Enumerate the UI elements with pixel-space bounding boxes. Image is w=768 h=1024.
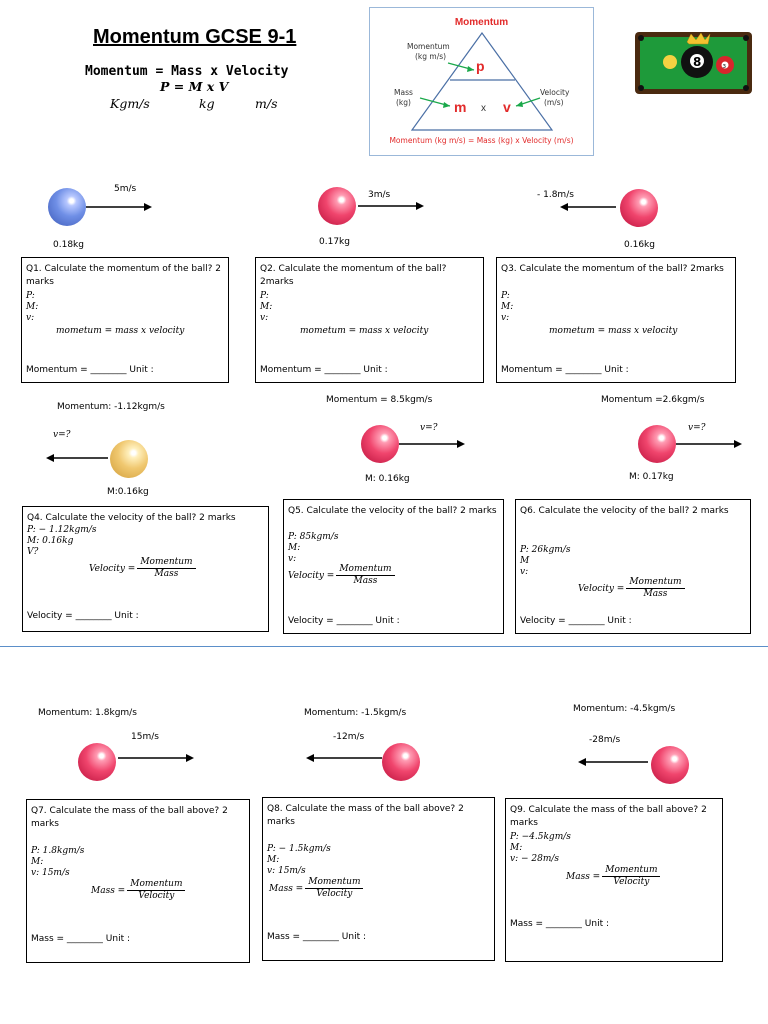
momentum-q6: Momentum =2.6kgm/s bbox=[601, 395, 705, 405]
numerator: Momentum bbox=[137, 557, 195, 569]
question-box-q6 bbox=[515, 499, 751, 634]
ball-q3 bbox=[620, 189, 658, 227]
vq-q6: v=? bbox=[688, 423, 706, 433]
given-v: v: bbox=[520, 567, 529, 577]
given-m: M: 0.16kg bbox=[27, 536, 74, 546]
momentum-q4: Momentum: -1.12kgm/s bbox=[57, 402, 165, 412]
ball-q4 bbox=[110, 440, 148, 478]
given-m: M: bbox=[288, 543, 301, 553]
pocket bbox=[638, 85, 644, 91]
given-p: P: 26kgm/s bbox=[520, 545, 571, 555]
denominator: Mass bbox=[643, 589, 668, 599]
numerator: Momentum bbox=[602, 865, 660, 877]
triangle-momentum-label: Momentum bbox=[407, 42, 450, 51]
momentum-triangle-diagram bbox=[369, 7, 594, 156]
given-p: P: − 1.5kgm/s bbox=[267, 844, 331, 854]
question-text: Q2. Calculate the momentum of the ball? 2marks bbox=[260, 264, 447, 287]
arrow-q3 bbox=[558, 200, 618, 214]
momentum-q5: Momentum = 8.5kgm/s bbox=[326, 395, 433, 405]
ball-q2 bbox=[318, 187, 356, 225]
arrow-q2 bbox=[358, 199, 428, 213]
mass-q2: 0.17kg bbox=[319, 237, 350, 247]
given-m: M: bbox=[31, 857, 44, 867]
denominator: Mass bbox=[154, 569, 179, 579]
given-m: M: bbox=[267, 855, 280, 865]
numerator: Momentum bbox=[626, 577, 684, 589]
page-title: Momentum GCSE 9-1 bbox=[93, 26, 297, 48]
equation bbox=[288, 564, 395, 587]
arrow-q9 bbox=[576, 755, 650, 769]
given-m: M bbox=[520, 556, 530, 566]
ball-q7 bbox=[78, 743, 116, 781]
answer-line[interactable]: Velocity = ________ Unit : bbox=[520, 616, 632, 626]
unit-velocity: m/s bbox=[255, 96, 278, 111]
given-v: v: bbox=[288, 554, 297, 564]
equation bbox=[578, 577, 685, 600]
answer-line[interactable]: Velocity = ________ Unit : bbox=[288, 616, 400, 626]
vq-q5: v=? bbox=[420, 423, 438, 433]
fraction bbox=[602, 865, 660, 888]
numerator: Momentum bbox=[336, 564, 394, 576]
equation-lhs: Velocity = bbox=[578, 584, 625, 594]
fraction bbox=[626, 577, 684, 600]
equation: mometum = mass x velocity bbox=[56, 326, 185, 336]
momentum-q9: Momentum: -4.5kgm/s bbox=[573, 704, 676, 714]
arrow-q6 bbox=[676, 437, 746, 451]
billiard-svg bbox=[635, 32, 752, 94]
arrowhead-mass bbox=[443, 102, 450, 108]
equation: mometum = mass x velocity bbox=[549, 326, 678, 336]
triangle-velocity-label: Velocity bbox=[540, 88, 570, 97]
mass-q5: M: 0.16kg bbox=[365, 474, 410, 484]
equation bbox=[269, 877, 363, 900]
question-text: Q1. Calculate the momentum of the ball? 2 marks bbox=[26, 264, 221, 287]
vq-q4: v=? bbox=[53, 430, 71, 440]
answer-line[interactable]: Momentum = ________ Unit : bbox=[260, 365, 388, 375]
ball-q6 bbox=[638, 425, 676, 463]
fraction bbox=[127, 879, 185, 902]
given-p: P: bbox=[501, 291, 510, 301]
arrow-q4 bbox=[44, 451, 110, 465]
question-box-q7 bbox=[26, 799, 250, 963]
ball-q9 bbox=[651, 746, 689, 784]
question-box-q1 bbox=[21, 257, 229, 383]
given-p: P: bbox=[260, 291, 269, 301]
arrowhead-velocity bbox=[516, 101, 523, 107]
given-m: M: bbox=[510, 843, 523, 853]
ball-q8 bbox=[382, 743, 420, 781]
velocity-q2: 3m/s bbox=[368, 190, 391, 200]
triangle-velocity-unit: (m/s) bbox=[544, 98, 564, 107]
triangle-p: p bbox=[476, 58, 485, 74]
given-p: P: 1.8kgm/s bbox=[31, 846, 85, 856]
answer-line[interactable]: Momentum = ________ Unit : bbox=[501, 365, 629, 375]
equation bbox=[89, 557, 196, 580]
triangle-mass-label: Mass bbox=[394, 88, 413, 97]
given-v: v: bbox=[501, 313, 510, 323]
given-v: v: bbox=[26, 313, 35, 323]
arrowhead-momentum bbox=[467, 66, 474, 72]
pocket bbox=[638, 35, 644, 41]
momentum-q8: Momentum: -1.5kgm/s bbox=[304, 708, 407, 718]
fraction bbox=[137, 557, 195, 580]
answer-line[interactable]: Velocity = ________ Unit : bbox=[27, 611, 139, 621]
question-box-q5 bbox=[283, 499, 504, 634]
numerator: Momentum bbox=[127, 879, 185, 891]
question-text: Q3. Calculate the momentum of the ball? 2marks bbox=[501, 264, 724, 274]
given-v: v: 15m/s bbox=[31, 868, 70, 878]
triangle-svg bbox=[370, 8, 595, 157]
given-v: v: bbox=[260, 313, 269, 323]
mass-q3: 0.16kg bbox=[624, 240, 655, 250]
given-p: P: 85kgm/s bbox=[288, 532, 339, 542]
denominator: Mass bbox=[353, 576, 378, 586]
question-text: Q8. Calculate the mass of the ball above? 2 marks bbox=[267, 804, 464, 827]
numerator: Momentum bbox=[305, 877, 363, 889]
equation-lhs: Velocity = bbox=[288, 571, 335, 581]
unit-momentum: Kgm/s bbox=[110, 96, 150, 111]
velocity-q9: -28m/s bbox=[589, 735, 621, 745]
given-p: P: − 1.12kgm/s bbox=[27, 525, 97, 535]
momentum-q7: Momentum: 1.8kgm/s bbox=[38, 708, 137, 718]
triangle-x: x bbox=[481, 103, 486, 114]
equation-lhs: Mass = bbox=[91, 886, 126, 896]
triangle-momentum-unit: (kg m/s) bbox=[415, 52, 447, 61]
pocket bbox=[743, 85, 749, 91]
question-box-q2 bbox=[255, 257, 484, 383]
billiard-table-image bbox=[635, 32, 752, 94]
given-p: P: bbox=[26, 291, 35, 301]
question-box-q9 bbox=[505, 798, 723, 962]
question-text: Q4. Calculate the velocity of the ball? 2 marks bbox=[27, 513, 236, 523]
given-m: M: bbox=[501, 302, 514, 312]
yellow-ball bbox=[663, 55, 677, 69]
velocity-q7: 15m/s bbox=[131, 732, 159, 742]
triangle-mass-unit: (kg) bbox=[396, 98, 411, 107]
formula-words: Momentum = Mass x Velocity bbox=[85, 64, 289, 79]
triangle-title: Momentum bbox=[454, 17, 509, 28]
pocket bbox=[743, 35, 749, 41]
question-box-q4 bbox=[22, 506, 269, 632]
given-v: v: − 28m/s bbox=[510, 854, 560, 864]
answer-line[interactable]: Mass = ________ Unit : bbox=[510, 919, 609, 929]
answer-line[interactable]: Mass = ________ Unit : bbox=[267, 932, 366, 942]
ball-q5 bbox=[361, 425, 399, 463]
equation: mometum = mass x velocity bbox=[300, 326, 429, 336]
arrow-q8 bbox=[304, 751, 384, 765]
denominator: Velocity bbox=[316, 889, 353, 899]
fraction bbox=[336, 564, 394, 587]
velocity-q3: - 1.8m/s bbox=[537, 190, 574, 200]
question-text: Q9. Calculate the mass of the ball above? 2 marks bbox=[510, 805, 707, 828]
mass-q4: M:0.16kg bbox=[107, 487, 149, 497]
mass-q1: 0.18kg bbox=[53, 240, 84, 250]
ball-3-number: 3 bbox=[722, 64, 726, 70]
given-m: M: bbox=[260, 302, 273, 312]
fraction bbox=[305, 877, 363, 900]
given-v: v: 15m/s bbox=[267, 866, 306, 876]
triangle-v: v bbox=[503, 99, 511, 115]
equation-lhs: Mass = bbox=[269, 884, 304, 894]
question-text: Q5. Calculate the velocity of the ball? 2 marks bbox=[288, 506, 497, 516]
answer-line[interactable]: Momentum = ________ Unit : bbox=[26, 365, 154, 375]
answer-line[interactable]: Mass = ________ Unit : bbox=[31, 934, 130, 944]
unit-mass: kg bbox=[199, 96, 215, 111]
denominator: Velocity bbox=[613, 877, 650, 887]
triangle-m: m bbox=[454, 99, 467, 115]
given-m: M: bbox=[26, 302, 39, 312]
arrow-q7 bbox=[118, 751, 198, 765]
question-text: Q6. Calculate the velocity of the ball? 2 marks bbox=[520, 506, 729, 516]
arrow-q1 bbox=[86, 200, 156, 214]
triangle-caption: Momentum (kg m/s) = Mass (kg) x Velocity (m/s) bbox=[389, 136, 574, 145]
question-box-q3 bbox=[496, 257, 736, 383]
equation-lhs: Mass = bbox=[566, 872, 601, 882]
section-divider bbox=[0, 646, 768, 647]
equation-lhs: Velocity = bbox=[89, 564, 136, 574]
equation bbox=[91, 879, 185, 902]
velocity-q8: -12m/s bbox=[333, 732, 365, 742]
ball-q1 bbox=[48, 188, 86, 226]
formula-symbols: P = M x V bbox=[160, 79, 229, 94]
question-box-q8 bbox=[262, 797, 495, 961]
velocity-q1: 5m/s bbox=[114, 184, 137, 194]
denominator: Velocity bbox=[138, 891, 175, 901]
question-text: Q7. Calculate the mass of the ball above? 2 marks bbox=[31, 806, 228, 829]
arrow-q5 bbox=[399, 437, 469, 451]
mass-q6: M: 0.17kg bbox=[629, 472, 674, 482]
equation bbox=[566, 865, 660, 888]
given-v: V? bbox=[27, 547, 39, 557]
eight-ball-number: 8 bbox=[693, 55, 702, 69]
given-p: P: −4.5kgm/s bbox=[510, 832, 571, 842]
